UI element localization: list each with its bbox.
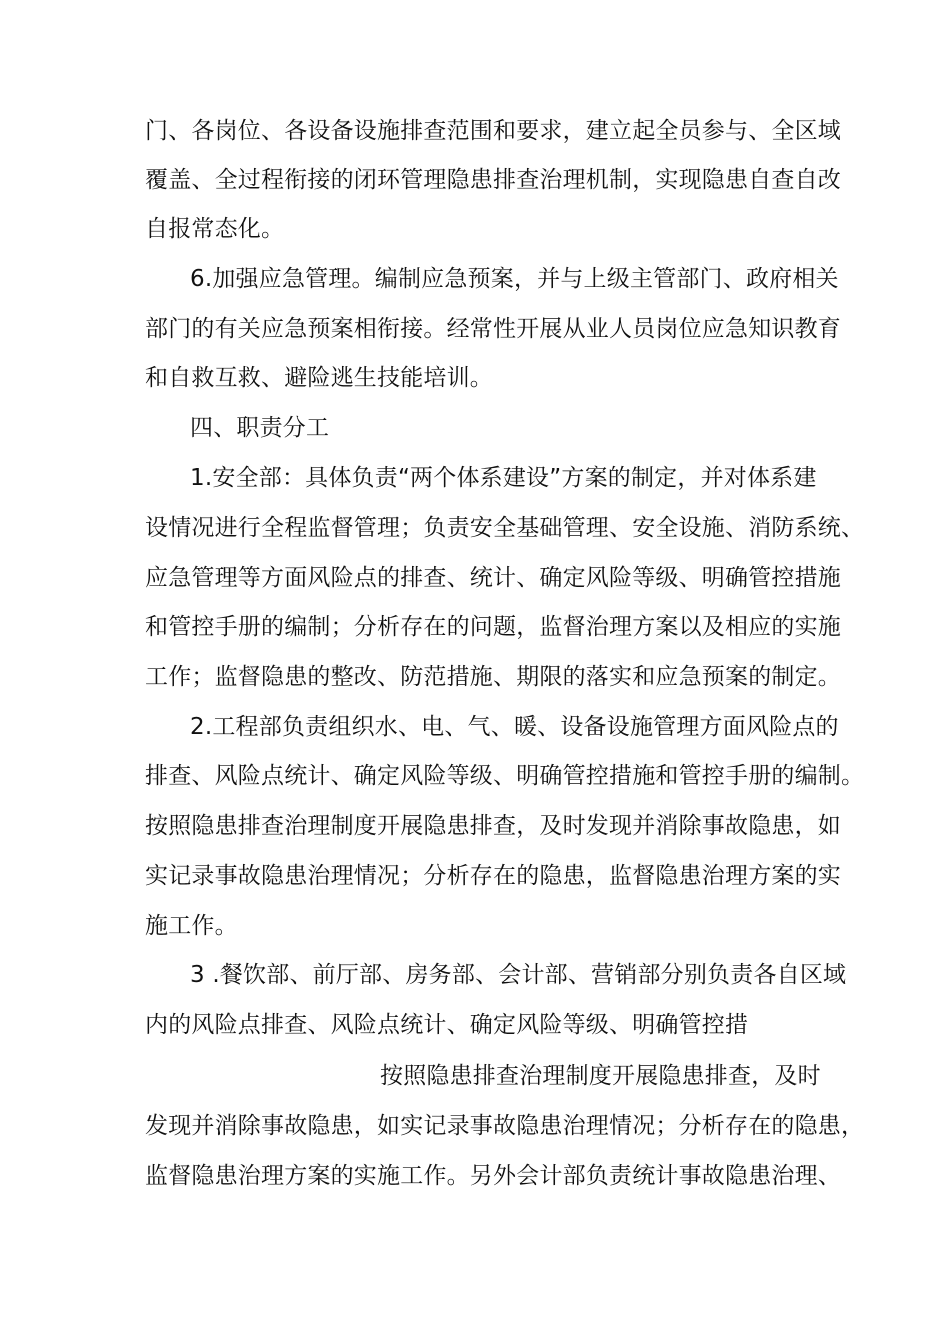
paragraph-line: 排查、风险点统计、确定风险等级、明确管控措施和管控手册的编制。 — [145, 763, 865, 789]
paragraph-line: 按照隐患排查治理制度开展隐患排查，及时发现并消除事故隐患，如 — [145, 813, 841, 839]
paragraph-line: 发现并消除事故隐患，如实记录事故隐患治理情况；分析存在的隐患， — [145, 1113, 865, 1139]
paragraph-line: 和管控手册的编制；分析存在的问题，监督治理方案以及相应的实施 — [145, 614, 841, 640]
paragraph-line: 监督隐患治理方案的实施工作。另外会计部负责统计事故隐患治理、 — [145, 1163, 841, 1189]
paragraph-line: 工作；监督隐患的整改、防范措施、期限的落实和应急预案的制定。 — [145, 664, 841, 690]
paragraph-line: 施工作。 — [145, 913, 238, 939]
paragraph-line: 3 .餐饮部、前厅部、房务部、会计部、营销部分别负责各自区域 — [190, 962, 847, 988]
paragraph-line: 门、各岗位、各设备设施排查范围和要求，建立起全员参与、全区域 — [145, 118, 841, 144]
paragraph-line: 应急管理等方面风险点的排查、统计、确定风险等级、明确管控措施 — [145, 565, 841, 591]
paragraph-line: 设情况进行全程监督管理；负责安全基础管理、安全设施、消防系统、 — [145, 515, 865, 541]
paragraph-line: 内的风险点排查、风险点统计、确定风险等级、明确管控措 — [145, 1012, 749, 1038]
paragraph-line: 和自救互救、避险逃生技能培训。 — [145, 365, 493, 391]
paragraph-line: 6.加强应急管理。编制应急预案，并与上级主管部门、政府相关 — [190, 266, 839, 292]
section-heading: 四、职责分工 — [190, 415, 330, 441]
paragraph-line: 自报常态化。 — [145, 216, 285, 242]
paragraph-line: 按照隐患排查治理制度开展隐患排查，及时 — [380, 1063, 821, 1089]
paragraph-line: 部门的有关应急预案相衔接。经常性开展从业人员岗位应急知识教育 — [145, 316, 841, 342]
paragraph-line: 1.安全部：具体负责“两个体系建设”方案的制定，并对体系建 — [190, 465, 817, 491]
paragraph-line: 2.工程部负责组织水、电、气、暖、设备设施管理方面风险点的 — [190, 714, 839, 740]
paragraph-line: 实记录事故隐患治理情况；分析存在的隐患，监督隐患治理方案的实 — [145, 863, 841, 889]
paragraph-line: 覆盖、全过程衔接的闭环管理隐患排查治理机制，实现隐患自查自改 — [145, 167, 841, 193]
